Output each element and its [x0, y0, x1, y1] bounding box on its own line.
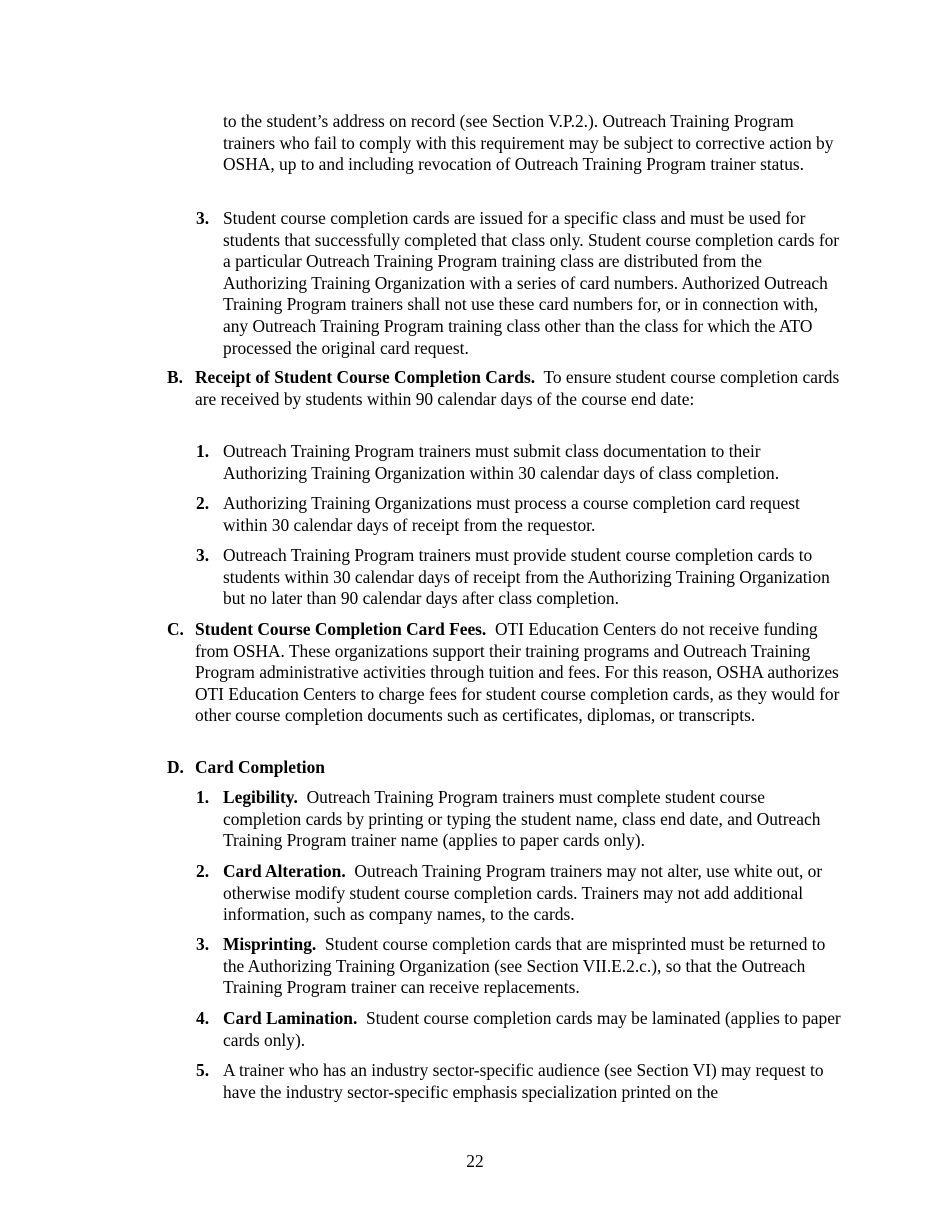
section-b-title: Receipt of Student Course Completion Cards. — [195, 367, 536, 387]
list-item-a3 — [196, 208, 843, 359]
list-item-text: Authorizing Training Organizations must process a course completion card request within 30 calendar days of receipt from the requestor. — [223, 493, 800, 535]
item-title: Card Lamination. — [223, 1008, 358, 1028]
list-marker: 1. — [196, 787, 210, 807]
list-item-d3 — [196, 934, 843, 999]
list-marker: 2. — [196, 861, 210, 881]
list-marker: 3. — [196, 208, 210, 228]
section-d-title: Card Completion — [195, 757, 325, 777]
list-item-d1 — [196, 787, 843, 852]
list-item-d4 — [196, 1008, 843, 1051]
item-title: Card Alteration. — [223, 861, 346, 881]
list-marker: 1. — [196, 441, 210, 461]
item-body: Outreach Training Program trainers may not alter, use white out, or otherwise modify student course completion cards. Trainers may not add additional information, such as company names, to the cards. — [223, 861, 823, 925]
item-title: Misprinting. — [223, 934, 317, 954]
section-d — [167, 757, 843, 779]
list-item-text — [223, 934, 843, 999]
continuation-paragraph: to the student’s address on record (see Section V.P.2.). Outreach Training Program trainers who fail to comply with this requirement may be subject to corrective action by OSHA, up to and including revocation of Outreach Training Program trainer status. — [223, 111, 834, 175]
list-item-text: Outreach Training Program trainers must provide student course completion cards to students within 30 calendar days of receipt from the Authorizing Training Organization but no later than 90 calendar days after class completion. — [223, 545, 830, 609]
list-marker: 3. — [196, 545, 210, 565]
list-item-text — [223, 787, 843, 852]
list-item-text — [223, 1008, 843, 1051]
section-c — [167, 619, 843, 727]
list-item-d5 — [196, 1060, 843, 1103]
section-marker: B. — [167, 367, 183, 387]
section-marker: D. — [167, 757, 184, 777]
section-c-title: Student Course Completion Card Fees. — [195, 619, 487, 639]
list-item-text — [223, 861, 843, 926]
section-b-paragraph — [195, 367, 843, 410]
list-marker: 2. — [196, 493, 210, 513]
item-body: Student course completion cards may be laminated (applies to paper cards only). — [223, 1008, 841, 1050]
list-item-b3 — [196, 545, 843, 610]
item-body: Outreach Training Program trainers must complete student course completion cards by printing or typing the student name, class end date, and Outreach Training Program trainer name (applies to paper cards only). — [223, 787, 821, 851]
list-marker: 4. — [196, 1008, 210, 1028]
list-item-text: Student course completion cards are issued for a specific class and must be used for students that successfully completed that class only. Student course completion cards for a particular Outreach Training Program training class are distributed from the Authorizing Training Organization with a series of card numbers. Authorized Outreach Training Program trainers shall not use these card numbers for, or in connection with, any Outreach Training Program training class other than the class for which the ATO processed the original card request. — [223, 208, 840, 358]
list-item-b2 — [196, 493, 843, 536]
section-marker: C. — [167, 619, 184, 639]
list-item-b1 — [196, 441, 843, 484]
item-title: Legibility. — [223, 787, 298, 807]
section-c-text: OTI Education Centers do not receive funding from OSHA. These organizations support their training programs and Outreach Training Program administrative activities through tuition and fees. For this reason, OSHA authorizes OTI Education Centers to charge fees for student course completion cards, as they would for other course completion documents such as certificates, diplomas, or transcripts. — [195, 619, 840, 726]
list-item-d2 — [196, 861, 843, 926]
list-item-text: Outreach Training Program trainers must submit class documentation to their Authorizing Training Organization within 30 calendar days of class completion. — [223, 441, 780, 483]
page-number: 22 — [466, 1151, 484, 1171]
section-c-paragraph — [195, 619, 843, 727]
section-b — [167, 367, 843, 410]
list-marker: 5. — [196, 1060, 210, 1080]
section-b-text: To ensure student course completion cards are received by students within 90 calendar days of the course end date: — [195, 367, 840, 409]
list-item-text: A trainer who has an industry sector-specific audience (see Section VI) may request to have the industry sector-specific emphasis specialization printed on the — [223, 1060, 824, 1102]
item-body: Student course completion cards that are misprinted must be returned to the Authorizing Training Organization (see Section VII.E.2.c.), so that the Outreach Training Program trainer can receive replacements. — [223, 934, 826, 998]
list-marker: 3. — [196, 934, 210, 954]
